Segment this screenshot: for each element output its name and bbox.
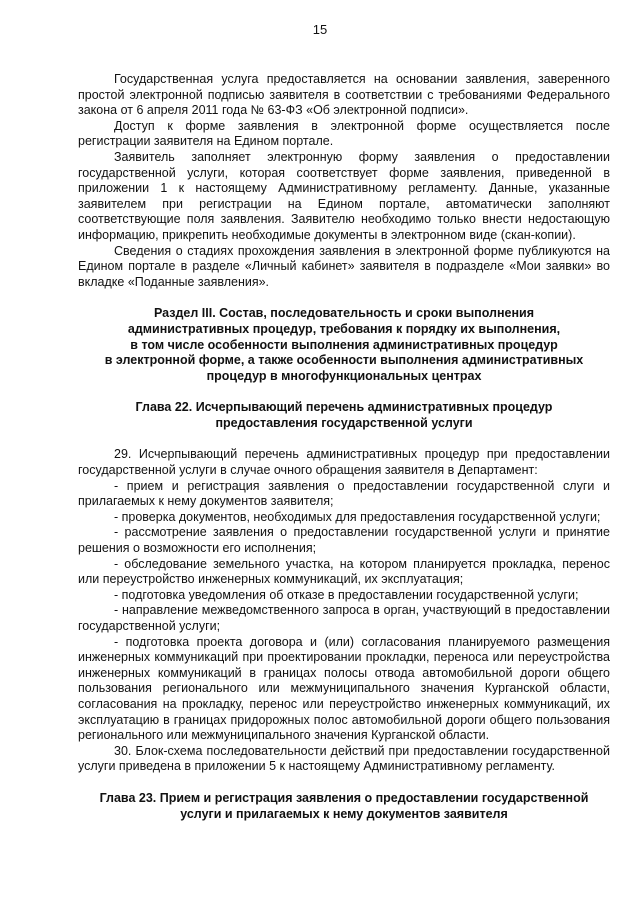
list-item: - подготовка уведомления об отказе в предоставлении государственной услуги;: [114, 587, 579, 602]
heading-line: административных процедур, требования к порядку их выполнения,: [127, 321, 561, 336]
paragraph: Сведения о стадиях прохождения заявления в электронной форме публикуются на Едином портале в разделе «Личный кабинет» заявителя в подразделе «Мои заявки» во вкладке «Поданные заявления».: [78, 243, 610, 289]
heading-line: процедур в многофункциональных центрах: [206, 368, 482, 383]
chapter-23-heading: [78, 791, 610, 822]
paragraph: 29. Исчерпывающий перечень административных процедур при предоставлении государственной услуги в случае очного обращения заявителя в Департамент:: [78, 447, 610, 478]
heading-line: Глава 22. Исчерпывающий перечень административных процедур: [135, 400, 553, 415]
heading-line: Раздел III. Состав, последовательность и сроки выполнения: [154, 306, 534, 321]
list-item: - направление межведомственного запроса в орган, участвующий в предоставлении государственной услуги;: [78, 603, 610, 633]
document-body: [78, 72, 610, 822]
heading-line: предоставления государственной услуги: [215, 415, 473, 430]
section-heading: [78, 306, 610, 384]
chapter-22-body: [78, 447, 610, 774]
list-item: - обследование земельного участка, на котором планируется прокладка, перенос или переустройство инженерных коммуникаций, их эксплуатация;: [78, 556, 610, 587]
paragraph: 30. Блок-схема последовательности действий при предоставлении государственной услуги приведена в приложении 5 к настоящему Административному регламенту.: [78, 743, 610, 774]
chapter-22-heading: [78, 400, 610, 431]
heading-line: услуги и прилагаемых к нему документов заявителя: [180, 806, 508, 821]
paragraph: Доступ к форме заявления в электронной форме осуществляется после регистрации заявителя на Едином портале.: [78, 118, 610, 149]
list-item: - проверка документов, необходимых для предоставления государственной услуги;: [114, 509, 601, 524]
paragraph: Заявитель заполняет электронную форму заявления о предоставлении государственной услуги, которая соответствует форме заявления, приведенной в приложении 1 к настоящему Административному регламенту. Данные, указанные заявителем при регистрации на Едином портале, автоматически заполняют соответствующие поля заявления. Заявителю необходимо только внести недостающую информацию, прикрепить необходимые документы в электронном виде (скан-копии).: [78, 149, 610, 242]
paragraph: Государственная услуга предоставляется на основании заявления, заверенного простой электронной подписью заявителя в соответствии с требованиями Федерального закона от 6 апреля 2011 года № 63-ФЗ «Об электронной подписи».: [78, 72, 610, 118]
list-item: - прием и регистрация заявления о предоставлении государственной слуги и прилагаемых к нему документов заявителя;: [78, 478, 610, 509]
page-number: 15: [312, 22, 328, 37]
heading-line: Глава 23. Прием и регистрация заявления о предоставлении государственной: [99, 790, 589, 805]
heading-line: в том числе особенности выполнения административных процедур: [130, 337, 558, 352]
list-item: - рассмотрение заявления о предоставлении государственной услуги и принятие решения о возможности его исполнения;: [78, 525, 610, 556]
heading-line: в электронной форме, а также особенности выполнения административных: [104, 353, 584, 368]
list-item: - подготовка проекта договора и (или) согласования планируемого размещения инженерных коммуникаций при проектировании прокладки, переноса или переустройства инженерных коммуникаций в границах полосы отвода автомобильной дороги общего пользования регионального или межмуниципального значения Курганской области, согласования на прокладку, перенос или переустройство инженерных коммуникаций, их эксплуатацию в границах придорожных полос автомобильной дороги общего пользования регионального или межмуниципального значения Курганской области.: [78, 634, 610, 743]
